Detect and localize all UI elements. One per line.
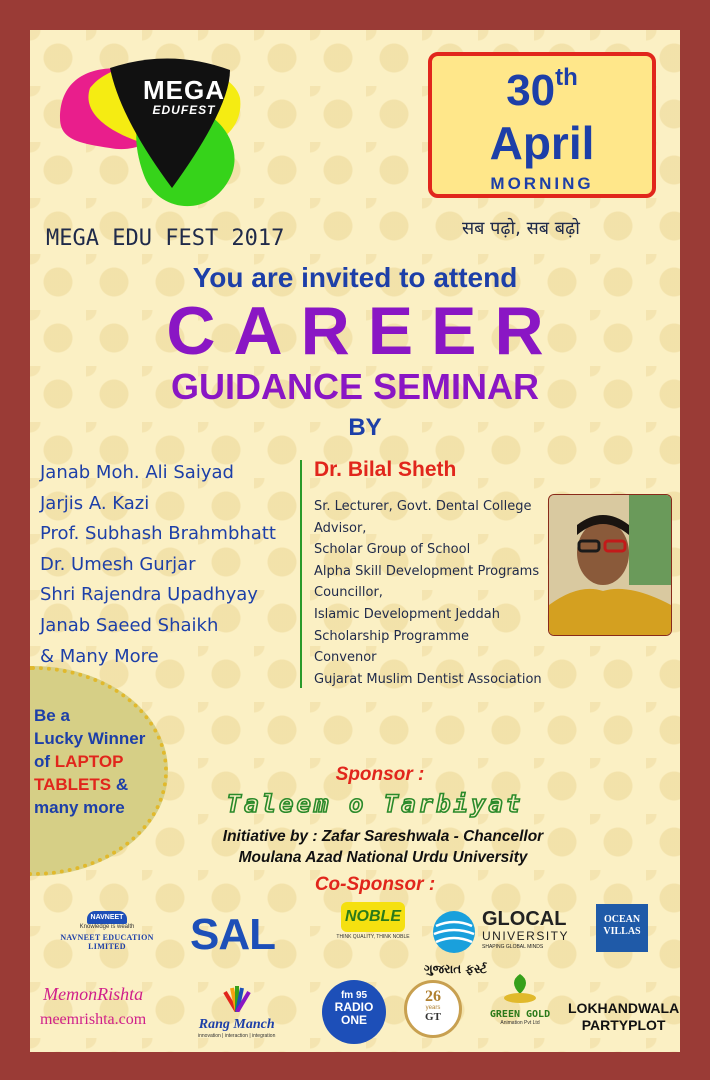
logo-main-text: MEGA xyxy=(143,75,225,105)
gt-years-number: 26 xyxy=(425,988,441,1005)
logo-text xyxy=(124,77,244,117)
lokh-line1: LOKHANDWALA xyxy=(568,1000,680,1016)
radio-name: RADIO ONE xyxy=(334,1000,374,1027)
guest-item: Shri Rajendra Upadhyay xyxy=(40,584,258,606)
navneet-tagline: Knowledge is wealth xyxy=(79,924,135,930)
navneet-logo xyxy=(44,906,170,951)
speaker-role: Scholar Group of School xyxy=(314,542,471,558)
column-divider xyxy=(300,460,302,688)
slogan: सब पढ़ो, सब बढ़ो xyxy=(462,218,580,239)
initiative-line: Initiative by : Zafar Sareshwala - Chancellor xyxy=(222,828,544,845)
greengold-sub: Animation Pvt Ltd xyxy=(500,1020,540,1026)
memon-name: MemonRishta xyxy=(43,984,144,1004)
date-time: MORNING xyxy=(490,174,594,193)
logo-sub-text: EDUFEST xyxy=(152,103,216,117)
by-label: BY xyxy=(348,414,382,441)
prize-tablets: TABLETS xyxy=(34,775,112,794)
ocean-villas-logo: OCEAN VILLAS xyxy=(596,904,648,952)
prize-and: & xyxy=(115,775,129,794)
memon-url: meemrishta.com xyxy=(40,1011,147,1028)
sponsor-name: Taleem o Tarbiyat xyxy=(226,790,524,818)
noble-logo xyxy=(336,902,410,940)
gt-mark: GT xyxy=(425,1011,441,1023)
speaker-role: Councillor, xyxy=(314,585,383,601)
radio-fm: fm 95 xyxy=(340,990,368,1001)
title-guidance: GUIDANCE SEMINAR xyxy=(170,366,539,407)
glocal-sub: UNIVERSITY xyxy=(482,929,570,943)
date-day xyxy=(432,66,652,116)
guest-item: Janab Saeed Shaikh xyxy=(40,614,219,636)
speaker-role: Alpha Skill Development Programs xyxy=(314,563,540,579)
gt-anniversary-logo xyxy=(404,980,462,1038)
speaker-role: Advisor, xyxy=(314,520,367,536)
prize-line: Lucky Winner xyxy=(34,729,146,748)
speaker-roles xyxy=(314,496,542,690)
prize-line: many more xyxy=(34,798,125,817)
guest-list xyxy=(40,458,276,672)
leaf-icon xyxy=(502,974,538,1004)
rang-name: Rang Manch xyxy=(198,1017,275,1032)
guest-item: Prof. Subhash Brahmbhatt xyxy=(40,523,276,545)
cosponsor-heading: Co-Sponsor : xyxy=(314,874,436,895)
speaker-name: Dr. Bilal Sheth xyxy=(314,458,457,481)
greengold-name: GREEN GOLD xyxy=(489,1009,551,1020)
invite-text: You are invited to attend xyxy=(192,262,518,293)
green-gold-logo xyxy=(482,974,558,1026)
sponsor-heading: Sponsor : xyxy=(335,764,425,785)
guest-item: Janab Moh. Ali Saiyad xyxy=(40,462,234,483)
radio-one-logo xyxy=(322,980,386,1044)
noble-tagline: THINK QUALITY, THINK NOBLE xyxy=(336,934,410,940)
initiative-line: Moulana Azad National Urdu University xyxy=(238,849,528,866)
glocal-tagline: SHAPING GLOBAL MINDS xyxy=(482,944,544,950)
event-poster xyxy=(30,30,680,1052)
mega-edufest-logo xyxy=(50,48,250,218)
date-day-number: 30 xyxy=(506,66,556,115)
title-career: CAREER xyxy=(166,293,562,369)
prize-line: Be a xyxy=(34,706,70,725)
speaker-role: Gujarat Muslim Dentist Association xyxy=(314,671,542,687)
date-month: April xyxy=(489,117,595,169)
gujarat-first-logo: ગુજરાત ફર્સ્ટ xyxy=(424,962,487,976)
gt-years-label: years xyxy=(425,1005,441,1011)
memon-rishta-logo xyxy=(40,984,146,1029)
speaker-role: Islamic Development Jeddah xyxy=(314,606,500,622)
rang-manch-logo xyxy=(198,986,275,1039)
rang-tagline: innovation | interaction | integration xyxy=(198,1033,276,1039)
speaker-role: Convenor xyxy=(314,650,377,666)
prize-prefix: of xyxy=(34,752,51,771)
guest-item: Jarjis A. Kazi xyxy=(40,492,150,514)
guest-item: Dr. Umesh Gurjar xyxy=(40,553,196,575)
speaker-role: Sr. Lecturer, Govt. Dental College xyxy=(314,499,532,514)
lokhandwala-logo xyxy=(568,1000,679,1034)
globe-icon xyxy=(432,910,476,954)
glocal-name: GLOCAL xyxy=(482,908,567,930)
speaker-role: Scholarship Programme xyxy=(314,628,470,644)
fest-name: MEGA EDU FEST 2017 xyxy=(46,226,285,251)
navneet-badge: NAVNEET xyxy=(87,911,128,924)
guest-item: & Many More xyxy=(40,645,159,667)
sponsor-initiative xyxy=(30,826,680,868)
date-box xyxy=(428,52,656,198)
date-suffix: th xyxy=(555,64,578,91)
noble-mark: NOBLE xyxy=(341,902,405,932)
sal-logo: SAL xyxy=(190,910,275,959)
lokh-line2: PARTYPLOT xyxy=(581,1017,666,1033)
navneet-name: NAVNEET EDUCATION LIMITED xyxy=(60,933,154,951)
speaker-photo xyxy=(548,494,672,636)
prize-laptop: LAPTOP xyxy=(54,752,124,771)
fan-icon xyxy=(222,986,252,1012)
